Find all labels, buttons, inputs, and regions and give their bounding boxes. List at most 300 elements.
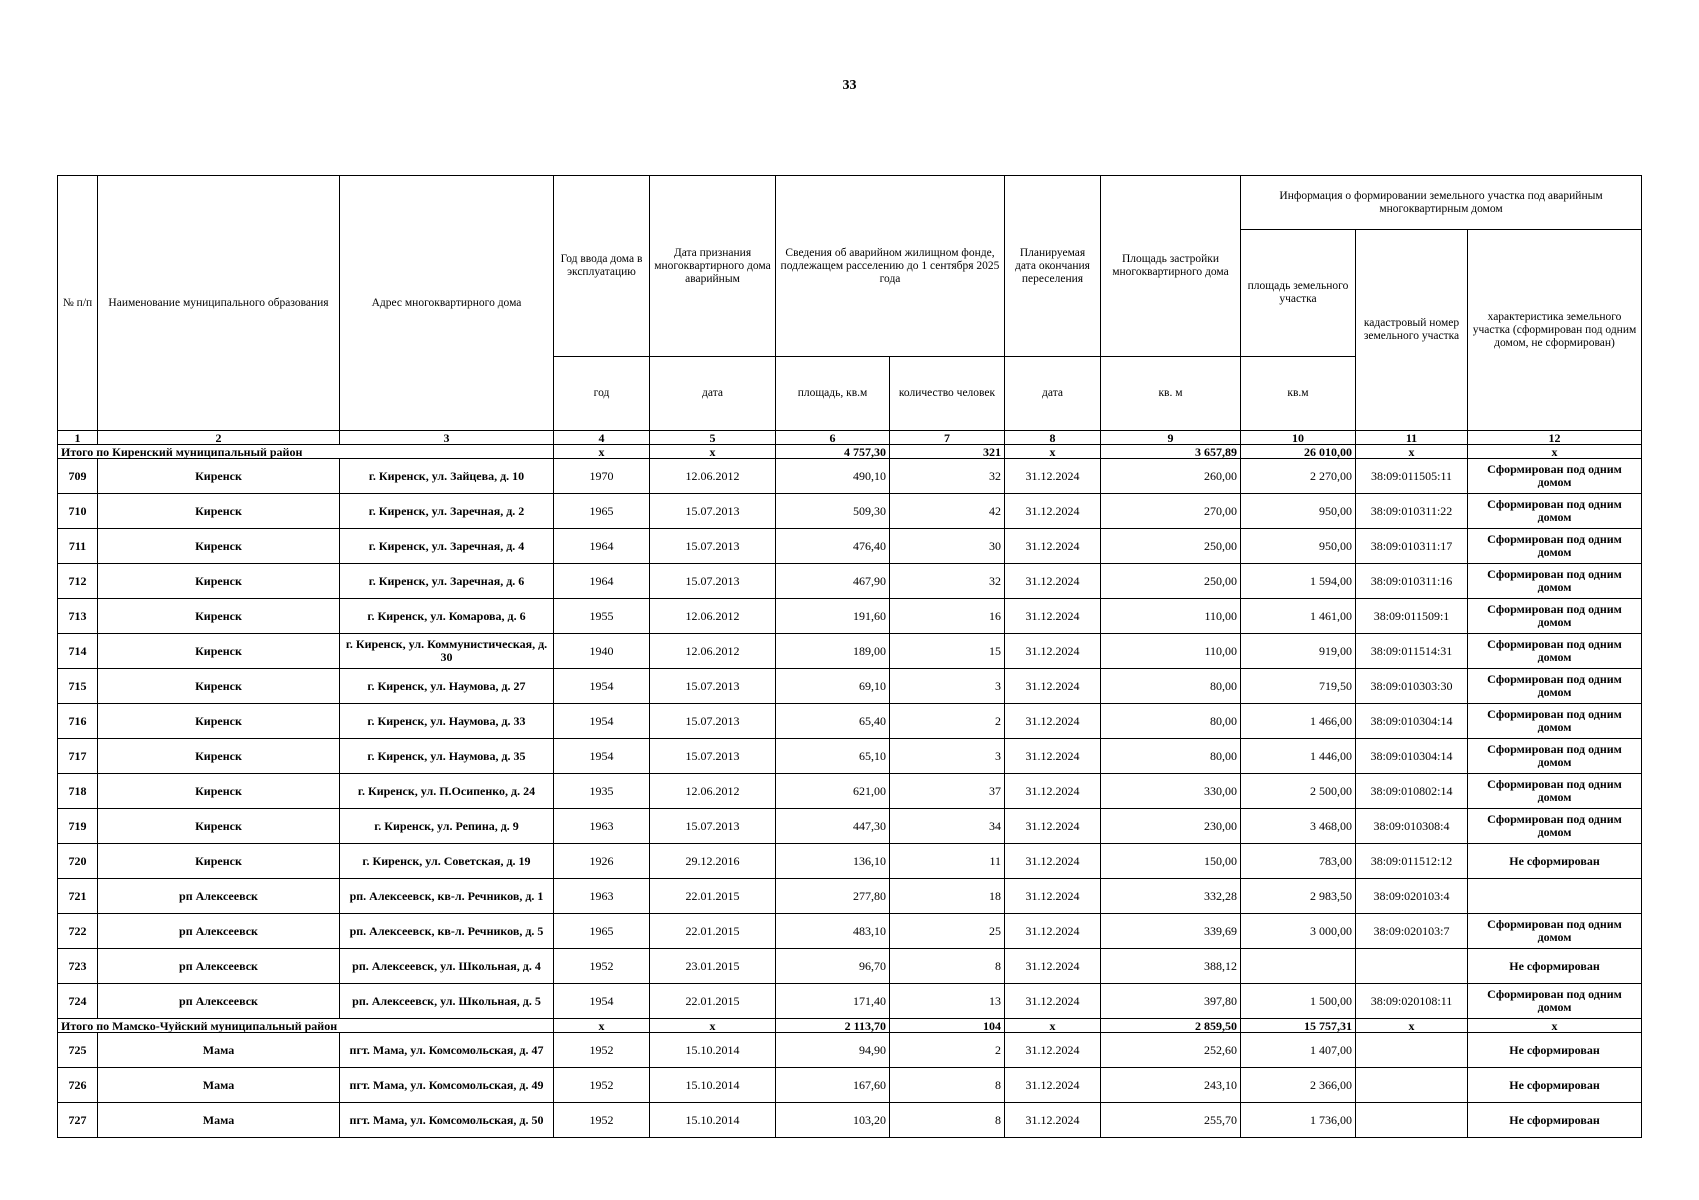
date-recognized: 15.07.2013 xyxy=(650,494,776,529)
municipality: рп Алексеевск xyxy=(98,949,340,984)
land-area: 2 500,00 xyxy=(1241,774,1356,809)
building-area: 110,00 xyxy=(1101,599,1241,634)
people-count: 34 xyxy=(890,809,1005,844)
row-number: 721 xyxy=(58,879,98,914)
planned-date: 31.12.2024 xyxy=(1005,879,1101,914)
emergency-area: 167,60 xyxy=(776,1068,890,1103)
header-building-area: Площадь застройки многоквартирного дома xyxy=(1101,176,1241,357)
people-count: 37 xyxy=(890,774,1005,809)
row-number: 710 xyxy=(58,494,98,529)
people-count: 42 xyxy=(890,494,1005,529)
table-row xyxy=(58,1033,1642,1068)
land-characteristic: Сформирован под одним домом xyxy=(1468,459,1642,494)
building-area: 397,80 xyxy=(1101,984,1241,1019)
row-number: 718 xyxy=(58,774,98,809)
planned-date: 31.12.2024 xyxy=(1005,529,1101,564)
column-number-row xyxy=(58,431,1642,445)
planned-date: 31.12.2024 xyxy=(1005,669,1101,704)
people-count: 15 xyxy=(890,634,1005,669)
row-number: 724 xyxy=(58,984,98,1019)
cadastral-number: 38:09:010802:14 xyxy=(1356,774,1468,809)
header-unit-m2: кв. м xyxy=(1101,357,1241,431)
header-land-info: Информация о формировании земельного участка под аварийным многоквартирным домом xyxy=(1241,176,1642,230)
emergency-area: 483,10 xyxy=(776,914,890,949)
column-number: 4 xyxy=(554,431,650,445)
date-recognized: 22.01.2015 xyxy=(650,879,776,914)
land-area: 1 500,00 xyxy=(1241,984,1356,1019)
total-value: 104 xyxy=(890,1019,1005,1033)
address: г. Киренск, ул. Наумова, д. 33 xyxy=(340,704,554,739)
land-characteristic: Не сформирован xyxy=(1468,1033,1642,1068)
cadastral-number: 38:09:010304:14 xyxy=(1356,704,1468,739)
header-emergency-fund: Сведения об аварийном жилищном фонде, подлежащем расселению до 1 сентября 2025 года xyxy=(776,176,1005,357)
land-area xyxy=(1241,949,1356,984)
table-row xyxy=(58,844,1642,879)
land-characteristic: Сформирован под одним домом xyxy=(1468,984,1642,1019)
people-count: 2 xyxy=(890,1033,1005,1068)
year-built: 1954 xyxy=(554,704,650,739)
total-row xyxy=(58,445,1642,459)
row-number: 711 xyxy=(58,529,98,564)
cadastral-number: 38:09:020108:11 xyxy=(1356,984,1468,1019)
address: рп. Алексеевск, ул. Школьная, д. 4 xyxy=(340,949,554,984)
total-value: х xyxy=(1468,1019,1642,1033)
land-area: 719,50 xyxy=(1241,669,1356,704)
address: рп. Алексеевск, кв-л. Речников, д. 5 xyxy=(340,914,554,949)
total-value: х xyxy=(1356,445,1468,459)
row-number: 712 xyxy=(58,564,98,599)
cadastral-number: 38:09:020103:7 xyxy=(1356,914,1468,949)
cadastral-number xyxy=(1356,949,1468,984)
column-number: 1 xyxy=(58,431,98,445)
row-number: 722 xyxy=(58,914,98,949)
emergency-area: 277,80 xyxy=(776,879,890,914)
table-row xyxy=(58,529,1642,564)
people-count: 3 xyxy=(890,669,1005,704)
header-municipality: Наименование муниципального образования xyxy=(98,176,340,431)
row-number: 715 xyxy=(58,669,98,704)
municipality: Киренск xyxy=(98,809,340,844)
planned-date: 31.12.2024 xyxy=(1005,599,1101,634)
page-number: 33 xyxy=(842,78,857,93)
people-count: 8 xyxy=(890,1068,1005,1103)
year-built: 1940 xyxy=(554,634,650,669)
planned-date: 31.12.2024 xyxy=(1005,1103,1101,1138)
building-area: 330,00 xyxy=(1101,774,1241,809)
land-characteristic: Не сформирован xyxy=(1468,1103,1642,1138)
row-number: 714 xyxy=(58,634,98,669)
header-num: № п/п xyxy=(58,176,98,431)
address: г. Киренск, ул. Наумова, д. 27 xyxy=(340,669,554,704)
year-built: 1965 xyxy=(554,494,650,529)
column-number: 11 xyxy=(1356,431,1468,445)
address: г. Киренск, ул. Заречная, д. 6 xyxy=(340,564,554,599)
cadastral-number: 38:09:011514:31 xyxy=(1356,634,1468,669)
housing-registry-table xyxy=(57,175,1642,1138)
emergency-area: 189,00 xyxy=(776,634,890,669)
land-characteristic: Сформирован под одним домом xyxy=(1468,739,1642,774)
land-area: 1 461,00 xyxy=(1241,599,1356,634)
total-value: 4 757,30 xyxy=(776,445,890,459)
planned-date: 31.12.2024 xyxy=(1005,809,1101,844)
header-unit-m2b: кв.м xyxy=(1241,357,1356,431)
address: г. Киренск, ул. Комарова, д. 6 xyxy=(340,599,554,634)
people-count: 8 xyxy=(890,949,1005,984)
cadastral-number: 38:09:010311:17 xyxy=(1356,529,1468,564)
column-number: 5 xyxy=(650,431,776,445)
year-built: 1970 xyxy=(554,459,650,494)
header-unit-date: дата xyxy=(650,357,776,431)
land-characteristic: Сформирован под одним домом xyxy=(1468,774,1642,809)
row-number: 726 xyxy=(58,1068,98,1103)
date-recognized: 22.01.2015 xyxy=(650,984,776,1019)
column-number: 8 xyxy=(1005,431,1101,445)
cadastral-number: 38:09:011509:1 xyxy=(1356,599,1468,634)
total-value: 26 010,00 xyxy=(1241,445,1356,459)
building-area: 270,00 xyxy=(1101,494,1241,529)
municipality: Киренск xyxy=(98,669,340,704)
land-area: 1 594,00 xyxy=(1241,564,1356,599)
address: г. Киренск, ул. Репина, д. 9 xyxy=(340,809,554,844)
date-recognized: 15.07.2013 xyxy=(650,704,776,739)
year-built: 1954 xyxy=(554,739,650,774)
emergency-area: 191,60 xyxy=(776,599,890,634)
year-built: 1935 xyxy=(554,774,650,809)
row-number: 723 xyxy=(58,949,98,984)
building-area: 250,00 xyxy=(1101,564,1241,599)
land-characteristic: Сформирован под одним домом xyxy=(1468,564,1642,599)
emergency-area: 621,00 xyxy=(776,774,890,809)
address: рп. Алексеевск, кв-л. Речников, д. 1 xyxy=(340,879,554,914)
table-row xyxy=(58,1068,1642,1103)
emergency-area: 65,10 xyxy=(776,739,890,774)
total-value: х xyxy=(554,1019,650,1033)
land-characteristic: Сформирован под одним домом xyxy=(1468,669,1642,704)
date-recognized: 29.12.2016 xyxy=(650,844,776,879)
date-recognized: 23.01.2015 xyxy=(650,949,776,984)
date-recognized: 15.10.2014 xyxy=(650,1068,776,1103)
total-value: х xyxy=(554,445,650,459)
date-recognized: 12.06.2012 xyxy=(650,599,776,634)
planned-date: 31.12.2024 xyxy=(1005,459,1101,494)
address: рп. Алексеевск, ул. Школьная, д. 5 xyxy=(340,984,554,1019)
total-value: 3 657,89 xyxy=(1101,445,1241,459)
municipality: рп Алексеевск xyxy=(98,879,340,914)
table-row xyxy=(58,459,1642,494)
land-characteristic: Сформирован под одним домом xyxy=(1468,704,1642,739)
date-recognized: 15.07.2013 xyxy=(650,669,776,704)
land-area: 919,00 xyxy=(1241,634,1356,669)
building-area: 260,00 xyxy=(1101,459,1241,494)
municipality: Киренск xyxy=(98,634,340,669)
cadastral-number: 38:09:011505:11 xyxy=(1356,459,1468,494)
people-count: 3 xyxy=(890,739,1005,774)
building-area: 80,00 xyxy=(1101,739,1241,774)
cadastral-number xyxy=(1356,1103,1468,1138)
cadastral-number xyxy=(1356,1068,1468,1103)
emergency-area: 171,40 xyxy=(776,984,890,1019)
year-built: 1954 xyxy=(554,669,650,704)
column-number: 9 xyxy=(1101,431,1241,445)
address: г. Киренск, ул. П.Осипенко, д. 24 xyxy=(340,774,554,809)
people-count: 16 xyxy=(890,599,1005,634)
date-recognized: 15.07.2013 xyxy=(650,564,776,599)
emergency-area: 96,70 xyxy=(776,949,890,984)
land-area: 2 366,00 xyxy=(1241,1068,1356,1103)
planned-date: 31.12.2024 xyxy=(1005,949,1101,984)
cadastral-number: 38:09:011512:12 xyxy=(1356,844,1468,879)
cadastral-number xyxy=(1356,1033,1468,1068)
column-number: 12 xyxy=(1468,431,1642,445)
total-value: 2 859,50 xyxy=(1101,1019,1241,1033)
municipality: рп Алексеевск xyxy=(98,984,340,1019)
municipality: Киренск xyxy=(98,739,340,774)
total-row xyxy=(58,1019,1642,1033)
municipality: Киренск xyxy=(98,844,340,879)
municipality: Киренск xyxy=(98,704,340,739)
building-area: 388,12 xyxy=(1101,949,1241,984)
table-row xyxy=(58,739,1642,774)
table-row xyxy=(58,564,1642,599)
emergency-area: 65,40 xyxy=(776,704,890,739)
date-recognized: 15.10.2014 xyxy=(650,1033,776,1068)
land-characteristic: Не сформирован xyxy=(1468,844,1642,879)
total-value: 2 113,70 xyxy=(776,1019,890,1033)
total-value: х xyxy=(650,1019,776,1033)
emergency-area: 94,90 xyxy=(776,1033,890,1068)
building-area: 110,00 xyxy=(1101,634,1241,669)
cadastral-number: 38:09:010311:16 xyxy=(1356,564,1468,599)
row-number: 727 xyxy=(58,1103,98,1138)
land-area: 1 446,00 xyxy=(1241,739,1356,774)
people-count: 25 xyxy=(890,914,1005,949)
municipality: Киренск xyxy=(98,494,340,529)
row-number: 709 xyxy=(58,459,98,494)
year-built: 1964 xyxy=(554,529,650,564)
total-value: х xyxy=(1468,445,1642,459)
land-characteristic: Сформирован под одним домом xyxy=(1468,914,1642,949)
building-area: 250,00 xyxy=(1101,529,1241,564)
building-area: 339,69 xyxy=(1101,914,1241,949)
table-row xyxy=(58,599,1642,634)
emergency-area: 490,10 xyxy=(776,459,890,494)
date-recognized: 15.07.2013 xyxy=(650,809,776,844)
planned-date: 31.12.2024 xyxy=(1005,914,1101,949)
building-area: 80,00 xyxy=(1101,669,1241,704)
land-characteristic: Сформирован под одним домом xyxy=(1468,634,1642,669)
municipality: Киренск xyxy=(98,459,340,494)
date-recognized: 12.06.2012 xyxy=(650,634,776,669)
people-count: 32 xyxy=(890,459,1005,494)
year-built: 1955 xyxy=(554,599,650,634)
row-number: 719 xyxy=(58,809,98,844)
emergency-area: 447,30 xyxy=(776,809,890,844)
total-value: х xyxy=(1005,1019,1101,1033)
year-built: 1965 xyxy=(554,914,650,949)
column-number: 6 xyxy=(776,431,890,445)
emergency-area: 103,20 xyxy=(776,1103,890,1138)
emergency-area: 467,90 xyxy=(776,564,890,599)
address: г. Киренск, ул. Советская, д. 19 xyxy=(340,844,554,879)
table-row xyxy=(58,914,1642,949)
land-area: 2 983,50 xyxy=(1241,879,1356,914)
land-characteristic xyxy=(1468,879,1642,914)
table-row xyxy=(58,984,1642,1019)
date-recognized: 12.06.2012 xyxy=(650,774,776,809)
table-row xyxy=(58,774,1642,809)
table-header xyxy=(58,176,1642,445)
cadastral-number: 38:09:020103:4 xyxy=(1356,879,1468,914)
header-land-area: площадь земельного участка xyxy=(1241,230,1356,357)
land-characteristic: Не сформирован xyxy=(1468,949,1642,984)
emergency-area: 136,10 xyxy=(776,844,890,879)
land-characteristic: Сформирован под одним домом xyxy=(1468,599,1642,634)
planned-date: 31.12.2024 xyxy=(1005,774,1101,809)
table-row xyxy=(58,704,1642,739)
land-area: 783,00 xyxy=(1241,844,1356,879)
total-value: 15 757,31 xyxy=(1241,1019,1356,1033)
people-count: 32 xyxy=(890,564,1005,599)
address: пгт. Мама, ул. Комсомольская, д. 47 xyxy=(340,1033,554,1068)
table-body xyxy=(58,445,1642,1138)
column-number: 3 xyxy=(340,431,554,445)
total-label: Итого по Мамско-Чуйский муниципальный район xyxy=(58,1019,554,1033)
table-row xyxy=(58,634,1642,669)
year-built: 1954 xyxy=(554,984,650,1019)
year-built: 1926 xyxy=(554,844,650,879)
planned-date: 31.12.2024 xyxy=(1005,844,1101,879)
date-recognized: 15.10.2014 xyxy=(650,1103,776,1138)
header-date-recognized: Дата признания многоквартирного дома аварийным xyxy=(650,176,776,357)
land-characteristic: Не сформирован xyxy=(1468,1068,1642,1103)
header-address: Адрес многоквартирного дома xyxy=(340,176,554,431)
header-land-char: характеристика земельного участка (сформирован под одним домом, не сформирован) xyxy=(1468,230,1642,431)
address: г. Киренск, ул. Зайцева, д. 10 xyxy=(340,459,554,494)
planned-date: 31.12.2024 xyxy=(1005,1033,1101,1068)
building-area: 243,10 xyxy=(1101,1068,1241,1103)
address: г. Киренск, ул. Заречная, д. 4 xyxy=(340,529,554,564)
table-row xyxy=(58,879,1642,914)
date-recognized: 12.06.2012 xyxy=(650,459,776,494)
land-area: 1 407,00 xyxy=(1241,1033,1356,1068)
total-value: х xyxy=(1356,1019,1468,1033)
municipality: Мама xyxy=(98,1033,340,1068)
year-built: 1963 xyxy=(554,809,650,844)
building-area: 332,28 xyxy=(1101,879,1241,914)
building-area: 252,60 xyxy=(1101,1033,1241,1068)
year-built: 1963 xyxy=(554,879,650,914)
land-area: 3 468,00 xyxy=(1241,809,1356,844)
address: г. Киренск, ул. Наумова, д. 35 xyxy=(340,739,554,774)
header-unit-date2: дата xyxy=(1005,357,1101,431)
table-row xyxy=(58,809,1642,844)
people-count: 8 xyxy=(890,1103,1005,1138)
total-value: х xyxy=(1005,445,1101,459)
municipality: Киренск xyxy=(98,564,340,599)
row-number: 716 xyxy=(58,704,98,739)
row-number: 713 xyxy=(58,599,98,634)
table-row xyxy=(58,494,1642,529)
header-cadastral: кадастровый номер земельного участка xyxy=(1356,230,1468,431)
row-number: 717 xyxy=(58,739,98,774)
land-area: 1 466,00 xyxy=(1241,704,1356,739)
municipality: Мама xyxy=(98,1068,340,1103)
address: г. Киренск, ул. Коммунистическая, д. 30 xyxy=(340,634,554,669)
planned-date: 31.12.2024 xyxy=(1005,634,1101,669)
year-built: 1964 xyxy=(554,564,650,599)
building-area: 230,00 xyxy=(1101,809,1241,844)
year-built: 1952 xyxy=(554,1068,650,1103)
year-built: 1952 xyxy=(554,949,650,984)
people-count: 13 xyxy=(890,984,1005,1019)
row-number: 720 xyxy=(58,844,98,879)
building-area: 150,00 xyxy=(1101,844,1241,879)
municipality: Киренск xyxy=(98,529,340,564)
date-recognized: 15.07.2013 xyxy=(650,739,776,774)
emergency-area: 509,30 xyxy=(776,494,890,529)
total-label: Итого по Киренский муниципальный район xyxy=(58,445,554,459)
table-row xyxy=(58,1103,1642,1138)
cadastral-number: 38:09:010311:22 xyxy=(1356,494,1468,529)
address: г. Киренск, ул. Заречная, д. 2 xyxy=(340,494,554,529)
planned-date: 31.12.2024 xyxy=(1005,739,1101,774)
municipality: Киренск xyxy=(98,774,340,809)
date-recognized: 15.07.2013 xyxy=(650,529,776,564)
emergency-area: 69,10 xyxy=(776,669,890,704)
people-count: 30 xyxy=(890,529,1005,564)
table-row xyxy=(58,949,1642,984)
total-value: 321 xyxy=(890,445,1005,459)
land-area: 2 270,00 xyxy=(1241,459,1356,494)
cadastral-number: 38:09:010308:4 xyxy=(1356,809,1468,844)
cadastral-number: 38:09:010303:30 xyxy=(1356,669,1468,704)
planned-date: 31.12.2024 xyxy=(1005,564,1101,599)
header-unit-people: количество человек xyxy=(890,357,1005,431)
land-area: 1 736,00 xyxy=(1241,1103,1356,1138)
planned-date: 31.12.2024 xyxy=(1005,704,1101,739)
header-year: Год ввода дома в эксплуатацию xyxy=(554,176,650,357)
municipality: рп Алексеевск xyxy=(98,914,340,949)
municipality: Киренск xyxy=(98,599,340,634)
planned-date: 31.12.2024 xyxy=(1005,984,1101,1019)
total-value: х xyxy=(650,445,776,459)
header-unit-area: площадь, кв.м xyxy=(776,357,890,431)
land-characteristic: Сформирован под одним домом xyxy=(1468,494,1642,529)
people-count: 11 xyxy=(890,844,1005,879)
column-number: 2 xyxy=(98,431,340,445)
row-number: 725 xyxy=(58,1033,98,1068)
table-row xyxy=(58,669,1642,704)
people-count: 2 xyxy=(890,704,1005,739)
people-count: 18 xyxy=(890,879,1005,914)
column-number: 7 xyxy=(890,431,1005,445)
building-area: 255,70 xyxy=(1101,1103,1241,1138)
header-planned-date: Планируемая дата окончания переселения xyxy=(1005,176,1101,357)
year-built: 1952 xyxy=(554,1103,650,1138)
land-area: 3 000,00 xyxy=(1241,914,1356,949)
land-area: 950,00 xyxy=(1241,494,1356,529)
header-unit-year: год xyxy=(554,357,650,431)
building-area: 80,00 xyxy=(1101,704,1241,739)
address: пгт. Мама, ул. Комсомольская, д. 50 xyxy=(340,1103,554,1138)
year-built: 1952 xyxy=(554,1033,650,1068)
address: пгт. Мама, ул. Комсомольская, д. 49 xyxy=(340,1068,554,1103)
land-characteristic: Сформирован под одним домом xyxy=(1468,529,1642,564)
land-characteristic: Сформирован под одним домом xyxy=(1468,809,1642,844)
municipality: Мама xyxy=(98,1103,340,1138)
emergency-area: 476,40 xyxy=(776,529,890,564)
land-area: 950,00 xyxy=(1241,529,1356,564)
